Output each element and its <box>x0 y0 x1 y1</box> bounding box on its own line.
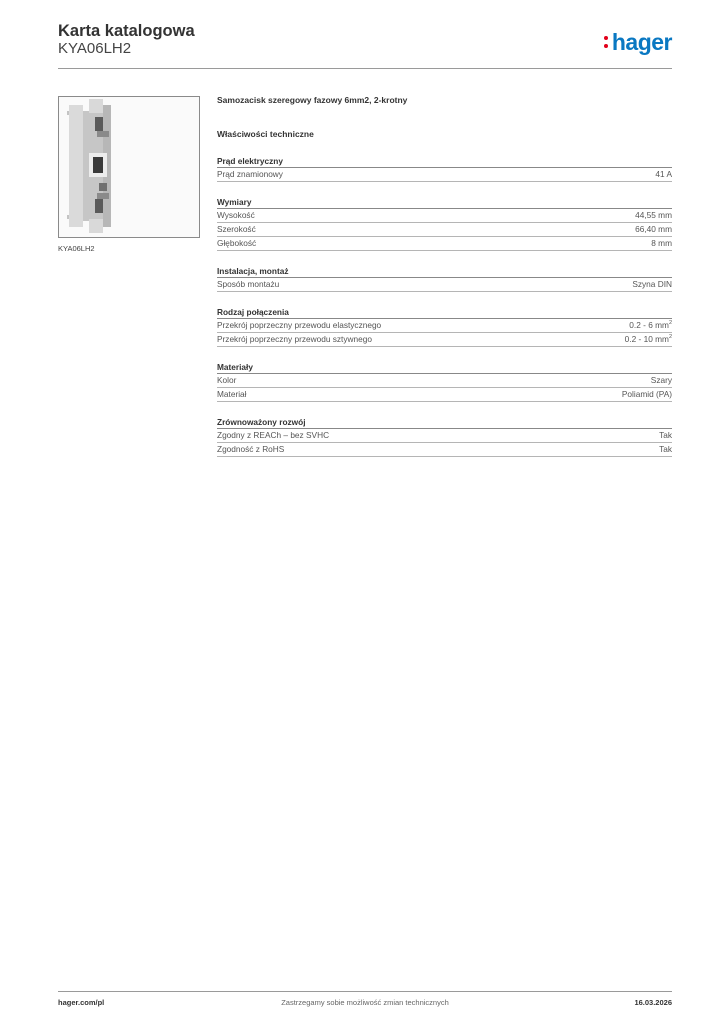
spec-value-text: Szyna DIN <box>632 279 672 289</box>
spec-value <box>651 237 672 250</box>
spec-label: Głębokość <box>217 238 257 248</box>
spec-label: Przekrój poprzeczny przewodu sztywnego <box>217 334 372 344</box>
spec-value-text: Szary <box>650 375 672 385</box>
spec-content <box>217 95 672 457</box>
spec-value-text: 0.2 - 10 mm <box>624 334 669 344</box>
spec-section-title: Materiały <box>217 362 253 372</box>
document-title: Karta katalogowa <box>58 22 195 40</box>
spec-row <box>217 429 672 443</box>
logo-text: hager <box>611 29 672 55</box>
spec-value <box>635 209 672 222</box>
product-image <box>58 96 200 238</box>
spec-value-text: Tak <box>659 444 672 454</box>
footer-date: 16.03.2026 <box>634 998 672 1007</box>
spec-value-text: Tak <box>659 430 672 440</box>
footer-divider <box>58 991 672 992</box>
spec-value-text: 41 A <box>655 169 672 179</box>
spec-value <box>632 278 672 291</box>
spec-section-title: Prąd elektryczny <box>217 156 283 166</box>
spec-row <box>217 319 672 333</box>
spec-value-text: 0.2 - 6 mm <box>629 320 669 330</box>
spec-row <box>217 223 672 237</box>
spec-section-title: Rodzaj połączenia <box>217 307 289 317</box>
spec-label: Materiał <box>217 389 247 399</box>
spec-row <box>217 388 672 402</box>
spec-value <box>655 168 672 181</box>
image-caption: KYA06LH2 <box>58 244 95 253</box>
spec-row <box>217 237 672 251</box>
spec-label: Sposób montażu <box>217 279 280 289</box>
hager-logo <box>604 29 672 56</box>
spec-value <box>629 319 672 332</box>
spec-section-title: Zrównoważony rozwój <box>217 417 306 427</box>
spec-value <box>622 388 672 401</box>
spec-value <box>659 443 672 456</box>
spec-section <box>217 416 672 457</box>
spec-value <box>659 429 672 442</box>
spec-row <box>217 374 672 388</box>
spec-label: Kolor <box>217 375 237 385</box>
product-code: KYA06LH2 <box>58 40 132 57</box>
spec-section-title: Instalacja, montaż <box>217 266 289 276</box>
spec-row <box>217 209 672 223</box>
logo-dots-icon <box>604 33 610 51</box>
page-footer <box>58 998 672 1010</box>
footer-website: hager.com/pl <box>58 998 105 1007</box>
spec-value-text: 44,55 mm <box>635 210 672 220</box>
spec-section-title: Wymiary <box>217 197 252 207</box>
header-divider <box>58 68 672 69</box>
spec-value <box>625 333 672 346</box>
product-description: Samozacisk szeregowy fazowy 6mm2, 2-krotny <box>217 95 408 105</box>
spec-label: Zgodny z REACh – bez SVHC <box>217 430 330 440</box>
terminal-block-icon <box>59 97 199 237</box>
spec-section <box>217 155 672 182</box>
spec-row <box>217 333 672 347</box>
spec-label: Wysokość <box>217 210 255 220</box>
spec-section <box>217 265 672 292</box>
spec-section <box>217 196 672 251</box>
spec-section <box>217 306 672 347</box>
spec-row <box>217 278 672 292</box>
spec-value-text: 66,40 mm <box>635 224 672 234</box>
spec-sections <box>217 155 672 457</box>
spec-row <box>217 443 672 457</box>
footer-disclaimer: Zastrzegamy sobie możliwość zmian technicznych <box>281 998 449 1007</box>
spec-value <box>635 223 672 236</box>
spec-value <box>651 374 672 387</box>
spec-value-text: Poliamid (PA) <box>621 389 672 399</box>
spec-label: Przekrój poprzeczny przewodu elastycznego <box>217 320 382 330</box>
spec-row <box>217 168 672 182</box>
spec-label: Zgodność z RoHS <box>217 444 285 454</box>
spec-label: Szerokość <box>217 224 256 234</box>
unit-superscript: 2 <box>668 320 672 326</box>
page-header <box>58 20 672 70</box>
unit-superscript: 2 <box>668 334 672 340</box>
spec-section <box>217 361 672 402</box>
spec-value-text: 8 mm <box>651 238 672 248</box>
technical-properties-heading: Właściwości techniczne <box>217 129 314 139</box>
spec-label: Prąd znamionowy <box>217 169 283 179</box>
